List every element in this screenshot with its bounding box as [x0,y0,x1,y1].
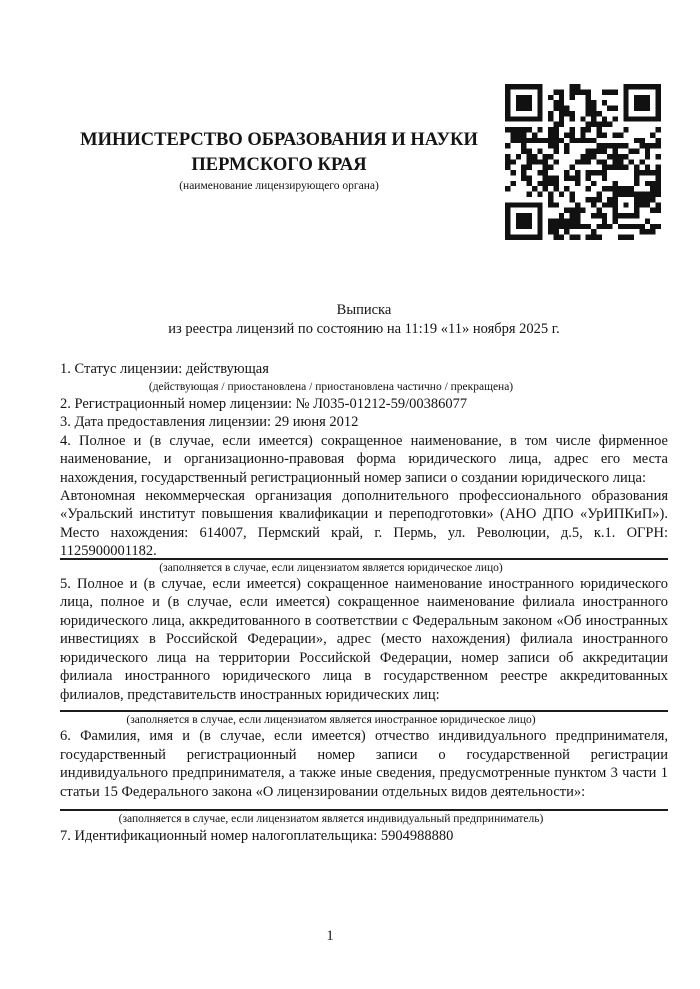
item-license-status-note: (действующая / приостановлена / приостановлена частично / прекращена) [148,381,514,394]
document-title-line2: из реестра лицензий по состоянию на 11:19 «11» ноября 2025 г. [168,321,560,337]
qr-code [505,84,661,240]
document-title [168,301,559,339]
fill-in-rule-individual-entrepreneur [60,809,668,811]
item-foreign-entity-note: (заполняется в случае, если лицензиатом является иностранное юридическое лицо) [126,713,536,726]
item-legal-entity-value: Автономная некоммерческая организация дополнительного профессионального образования «Уральский институт повышения квалификации и переподготовки» (АНО ДПО «УрИПКиП»). Место нахождения: 614007, Пермский край, г. Пермь, ул. Революции, д.5, к.1. ОГРН: 1125900001182. [60,487,668,560]
item-registration-number: 2. Регистрационный номер лицензии: № Л035-01212-59/00386077 [60,395,468,412]
item-license-date: 3. Дата предоставления лицензии: 29 июня 2012 [60,414,359,431]
fill-in-rule-foreign-entity [60,710,668,712]
qr-code-image [505,84,661,240]
item-taxpayer-number: 7. Идентификационный номер налогоплательщика: 5904988880 [60,827,454,844]
item-license-status: 1. Статус лицензии: действующая [60,361,269,377]
item-foreign-entity: 5. Полное и (в случае, если имеется) сокращенное наименование иностранного юридического лица, полное и (в случае, если имеется) сокращенное наименование филиала иностранного юридического лица, аккредитованного в соответствии с Федеральным законом «Об иностранных инвестициях в Российской Федерации», адрес (место нахождения) филиала иностранного юридического лица на территории Российской Федерации, номер записи об аккредитации филиала иностранного юридического лица в государственном реестре аккредитованных филиалов, представительств иностранных юридических лиц: [60,576,668,703]
item-legal-entity-intro: 4. Полное и (в случае, если имеется) сокращенное наименование, в том числе фирменное наименование, и организационно-правовая форма юридического лица, адрес его места нахождения, государственный регистрационный номер записи о создании юридического лица: [60,432,668,486]
ministry-name [80,128,478,178]
document-body [60,360,668,845]
licensing-authority-caption: (наименование лицензирующего органа) [179,180,379,192]
document-title-line1: Выписка [336,302,392,318]
item-individual-entrepreneur-note: (заполняется в случае, если лицензиатом является индивидуальный предприниматель) [118,813,544,826]
item-legal-entity-note: (заполняется в случае, если лицензиатом является юридическое лицо) [159,561,503,574]
ministry-name-line2: ПЕРМСКОГО КРАЯ [191,155,367,175]
ministry-name-line1: МИНИСТЕРСТВО ОБРАЗОВАНИЯ И НАУКИ [80,130,478,150]
page-number: 1 [326,928,334,944]
item-individual-entrepreneur: 6. Фамилия, имя и (в случае, если имеется) отчество индивидуального предпринимателя, государственный регистрационный номер записи о государственной регистрации индивидуального предпринимателя, а также иные сведения, предусмотренные пунктом 3 части 1 статьи 15 Федерального закона «О лицензировании отдельных видов деятельности»: [60,728,668,800]
